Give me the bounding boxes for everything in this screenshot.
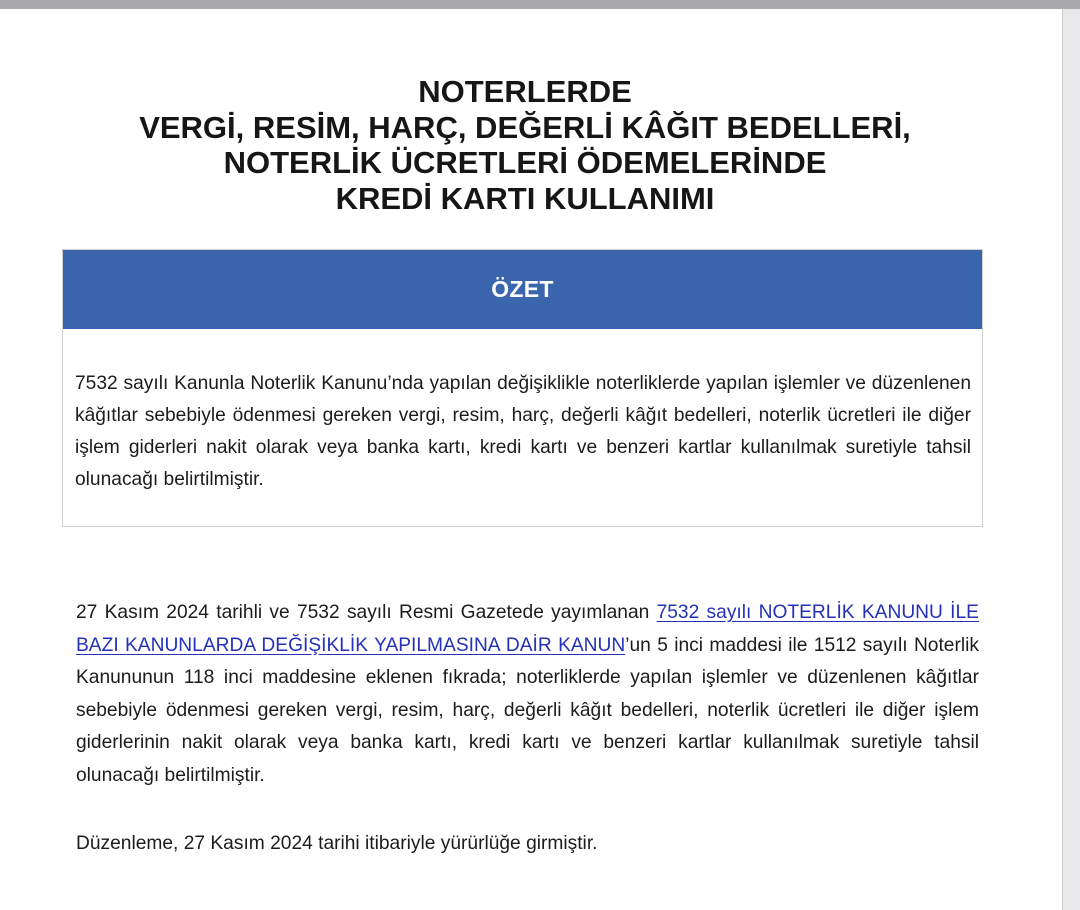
summary-text: 7532 sayılı Kanunla Noterlik Kanunu’nda yapılan değişiklikle noterliklerde yapılan işlemler ve düzenlenen kâğıtlar sebebiyle ödenmesi gereken vergi, resim, harç, değerli kâğıt bedelleri, noterlik ücretleri ile diğer işlem giderleri nakit olarak veya banka kartı, kredi kartı ve benzeri kartlar kullanılmak suretiyle tahsil olunacağı belirtilmiştir. [75, 373, 971, 490]
title-line-3: NOTERLİK ÜCRETLERİ ÖDEMELERİNDE [223, 145, 827, 180]
summary-box [62, 249, 983, 527]
body-paragraph-rest: ’un 5 inci maddesi ile 1512 sayılı Noterlik Kanununun 118 inci maddesine eklenen fıkrada; noterliklerde yapılan işlemler ve düzenlenen kâğıtlar sebebiyle ödenmesi gereken vergi, resim, harç, değerli kâğıt bedelleri, noterlik ücretleri ile diğer işlem giderlerinin nakit olarak veya banka kartı, kredi kartı ve benzeri kartlar kullanılmak suretiyle tahsil olunacağı belirtilmiştir. [76, 634, 979, 786]
summary-header: ÖZET [63, 250, 982, 329]
page-edge [1062, 9, 1080, 910]
effective-date-paragraph: Düzenleme, 27 Kasım 2024 tarihi itibariyle yürürlüğe girmiştir. [76, 833, 598, 854]
law-link[interactable]: 7532 sayılı NOTERLİK KANUNU İLE BAZI KANUNLARDA DEĞİŞİKLİK YAPILMASINA DAİR KANUN [76, 602, 979, 656]
body-paragraph-intro: 27 Kasım 2024 tarihli ve 7532 sayılı Resmi Gazetede yayımlanan [76, 602, 657, 623]
title-line-1: NOTERLERDE [418, 74, 632, 109]
top-bar [0, 0, 1080, 9]
body-paragraph [76, 597, 979, 793]
document-title [60, 74, 990, 216]
title-line-4: KREDİ KARTI KULLANIMI [335, 180, 715, 216]
title-line-2: VERGİ, RESİM, HARÇ, DEĞERLİ KÂĞIT BEDELLERİ, [139, 109, 911, 145]
